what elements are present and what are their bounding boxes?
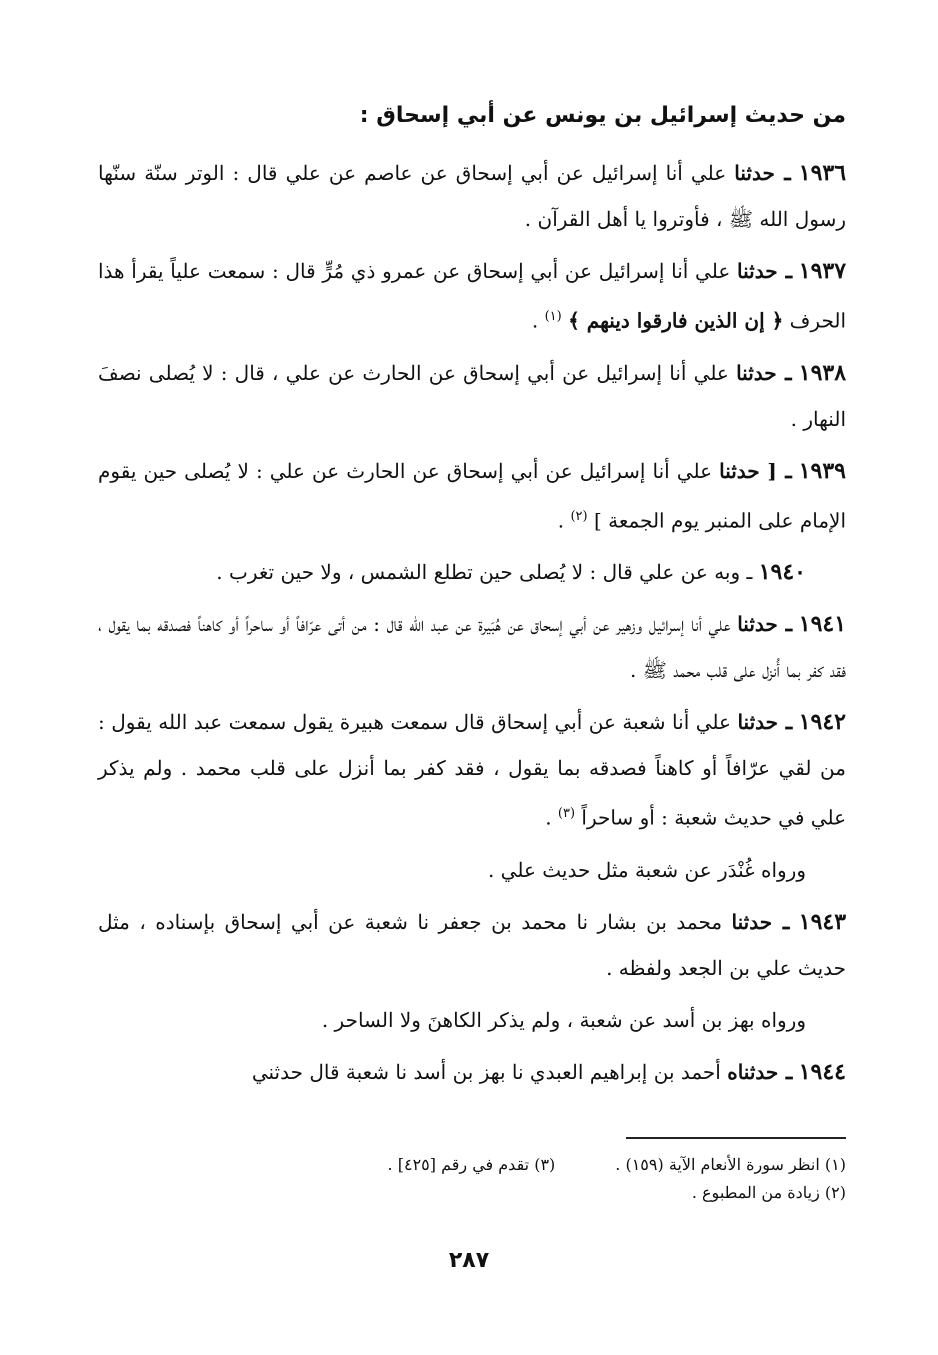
hadith-1938: ١٩٣٨ ـ حدثنا علي أنا إسرائيل عن أبي إسحاق عن الحارث عن علي ، قال : لا يُصلى نصفَ النهار .	[98, 359, 847, 431]
hadith-1936: ١٩٣٦ ـ حدثنا علي أنا إسرائيل عن أبي إسحاق عن عاصم عن علي قال : الوتر سنّة سنّها رسول الله ﷺ ، فأوتروا يا أهل القرآن .	[98, 160, 847, 231]
page-body	[98, 96, 846, 1101]
hadith-1942: ١٩٤٢ ـ حدثنا علي أنا شعبة عن أبي إسحاق قال سمعت هبيرة يقول سمعت عبد الله يقول : من لقي عرّافاً أو كاهناً فصدقه بما يقول ، فقد كفر بما أنزل على قلب محمد . ولم يذكر علي في حديث شعبة : أو ساحراً $^{(٣)}$ .	[98, 709, 846, 830]
hadith-text: علي أنا إسرائيل عن أبي إسحاق عن عاصم عن علي قال : الوتر سنّة سنّها رسول الله ﷺ ، فأوتروا يا أهل القرآن .	[98, 161, 846, 231]
hadith-1937: ١٩٣٧ ـ حدثنا علي أنا إسرائيل عن أبي إسحاق عن عمرو ذي مُرٍّ قال : سمعت علياً يقرأ هذا الحرف ﴿ إن الذين فارقوا دينهم ﴾ $^{(١)}$ .	[98, 258, 847, 333]
footnote-divider	[626, 1137, 846, 1139]
footnote-1: (١) انظر سورة الأنعام الآية (١٥٩) .	[615, 1155, 846, 1174]
hadith-1943: ١٩٤٣ ـ حدثنا محمد بن بشار نا محمد بن جعفر نا شعبة عن أبي إسحاق بإسناده ، مثل حديث علي بن الجعد ولفظه .	[98, 908, 847, 980]
hadith-lead: حدثنا	[737, 259, 778, 283]
hadith-text-end: .	[531, 308, 545, 333]
hadith-text: علي أنا إسرائيل وزهير عن أبي إسحاق عن هُبَيرة عن عبد الله قال : من أتى عرّافاً أو ساحراً أو كاهناً فصدقه بما يقول ، فقد كفر بما أُنزل على قلب محمد ﷺ .	[98, 612, 846, 683]
hadith-lead: حدثنا	[737, 612, 778, 637]
hadith-number: ١٩٤٢	[798, 709, 846, 736]
bracket-open: [	[759, 458, 777, 483]
hadith-text: علي أنا إسرائيل عن أبي إسحاق عن الحارث عن علي ، قال : لا يُصلى نصفَ النهار .	[98, 360, 846, 431]
footnote-ref-3[interactable]: (٣)	[557, 806, 576, 822]
hadith-1939: ١٩٣٩ ـ [ حدثنا علي أنا إسرائيل عن أبي إسحاق عن الحارث عن علي : لا يُصلى حين يقوم الإمام على المنبر يوم الجمعة ] $^{(٢)}$ .	[98, 457, 846, 533]
footnote-ref-2[interactable]: (٢)	[570, 508, 588, 524]
hadith-text: علي أنا إسرائيل عن أبي إسحاق عن الحارث عن علي : لا يُصلى حين يقوم الإمام على المنبر يوم الجمعة ]	[98, 458, 846, 533]
hadith-number: ١٩٤٤	[798, 1058, 846, 1085]
footnote-row	[98, 1151, 846, 1179]
hadith-text: علي أنا شعبة عن أبي إسحاق قال سمعت هبيرة يقول سمعت عبد الله يقول : من لقي عرّافاً أو كاهناً فصدقه بما يقول ، فقد كفر بما أنزل على قلب محمد . ولم يذكر علي في حديث شعبة : أو ساحراً	[98, 710, 846, 830]
hadith-lead: حدثنا	[737, 710, 779, 735]
footnote-2: (٢) زيادة من المطبوع .	[691, 1183, 846, 1202]
hadith-text-end: .	[557, 508, 571, 533]
page-number: ٢٨٧	[448, 1248, 490, 1273]
hadith-number: ١٩٣٨	[798, 359, 847, 386]
narration-note: ورواه بهز بن أسد عن شعبة ، ولم يذكر الكاهنَ ولا الساحر .	[321, 1007, 806, 1032]
footnote-ref-1[interactable]: (١)	[544, 309, 562, 324]
hadith-lead: حدثنا	[734, 161, 775, 185]
hadith-text: علي أنا إسرائيل عن أبي إسحاق عن عمرو ذي مُرٍّ قال : سمعت علياً يقرأ هذا الحرف	[98, 259, 846, 333]
narration-note: ورواه غُنْدَر عن شعبة مثل حديث علي .	[487, 857, 806, 882]
hadith-lead: حدثنا	[731, 909, 773, 934]
hadith-number: ١٩٣٧	[798, 258, 847, 284]
hadith-number: ١٩٤٣	[798, 908, 847, 935]
hadith-1940: ١٩٤٠ ـ وبه عن علي قال : لا يُصلى حين تطلع الشمس ، ولا حين تغرب .	[216, 559, 806, 586]
footnote-3: (٣) تقدم في رقم [٤٢٥] .	[387, 1155, 556, 1174]
section-title: من حديث إسرائيل بن يونس عن أبي إسحاق :	[359, 103, 846, 128]
hadith-text-end: .	[545, 805, 558, 830]
hadith-number: ١٩٤١	[798, 611, 847, 638]
hadith-number: ١٩٣٩	[798, 457, 846, 484]
hadith-number: ١٩٣٦	[798, 160, 847, 186]
hadith-lead: حدثنا	[719, 458, 760, 483]
hadith-lead: حدثنا	[736, 360, 777, 385]
hadith-text: وبه عن علي قال : لا يُصلى حين تطلع الشمس ، ولا حين تغرب .	[216, 560, 747, 585]
footnotes	[98, 1137, 846, 1207]
hadith-lead: حدثناه	[727, 1059, 779, 1084]
hadith-text: أحمد بن إبراهيم العبدي نا بهز بن أسد نا شعبة قال حدثني	[251, 1059, 728, 1084]
hadith-number: ١٩٤٠	[758, 559, 806, 586]
hadith-text: محمد بن بشار نا محمد بن جعفر نا شعبة عن أبي إسحاق بإسناده ، مثل حديث علي بن الجعد ولفظه .	[98, 909, 846, 980]
quran-quote: ﴿ إن الذين فارقوا دينهم ﴾	[568, 308, 784, 333]
hadith-1944: ١٩٤٤ ـ حدثناه أحمد بن إبراهيم العبدي نا بهز بن أسد نا شعبة قال حدثني	[251, 1058, 846, 1085]
hadith-1941: ١٩٤١ ـ حدثنا علي أنا إسرائيل وزهير عن أبي إسحاق عن هُبَيرة عن عبد الله قال : من أتى عرّافاً أو ساحراً أو كاهناً فصدقه بما يقول ، فقد كفر بما أُنزل على قلب محمد ﷺ .	[98, 611, 847, 683]
